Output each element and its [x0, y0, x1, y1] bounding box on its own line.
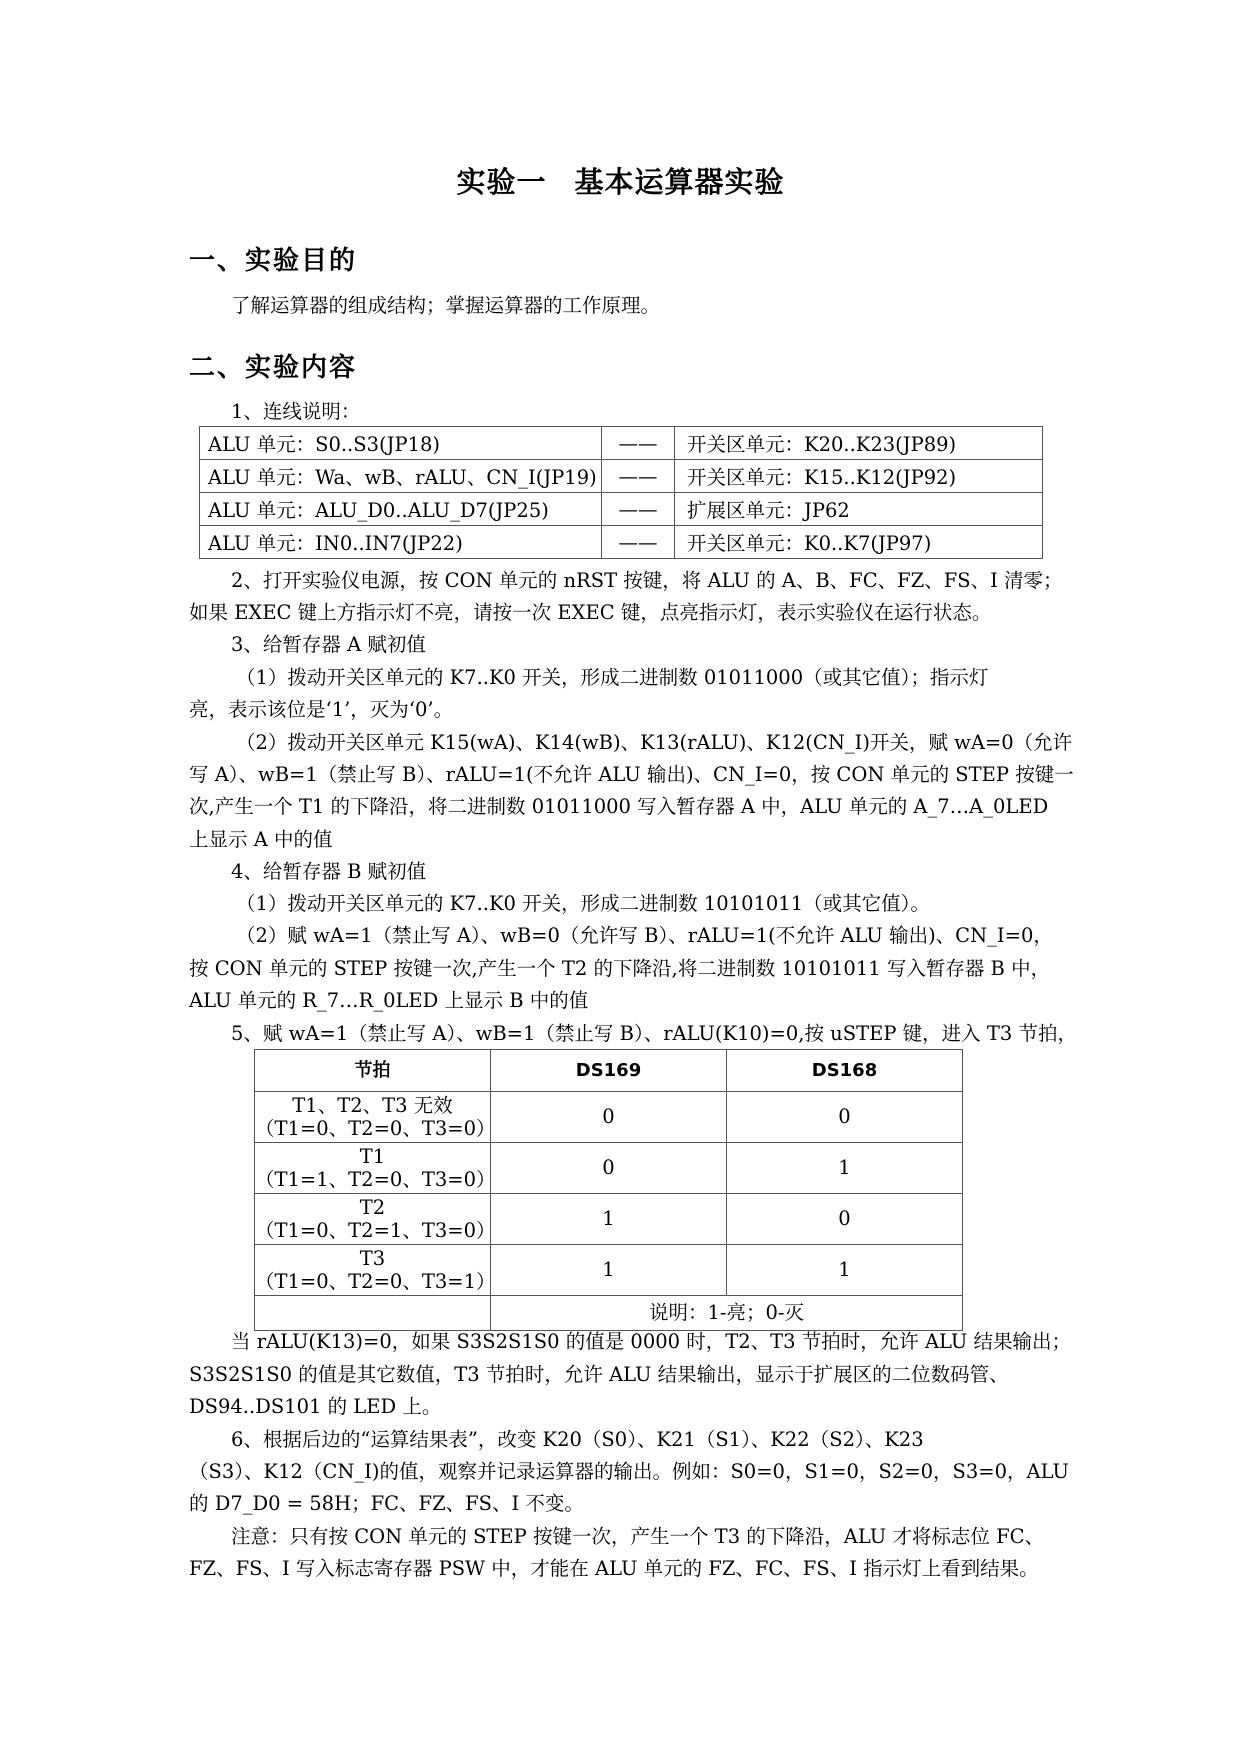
wiring-dash: —— — [602, 493, 675, 526]
table-row — [255, 1143, 963, 1194]
ds168-cell: 0 — [727, 1092, 963, 1143]
column-header: DS169 — [491, 1050, 727, 1092]
body-line: （1）拨动开关区单元的 K7..K0 开关，形成二进制数 01011000（或其它值）；指示灯 — [236, 666, 989, 689]
table-note: 说明：1-亮；0-灭 — [491, 1296, 963, 1331]
wiring-dash: —— — [602, 460, 675, 493]
ds168-cell: 1 — [727, 1245, 963, 1296]
ds169-cell: 1 — [491, 1245, 727, 1296]
table-row — [255, 1092, 963, 1143]
title-part-1: 实验一 — [456, 165, 547, 199]
wiring-intro: 1、连线说明： — [231, 400, 361, 423]
body-line: 6、根据后边的“运算结果表”，改变 K20（S0）、K21（S1）、K22（S2）、K23 — [231, 1428, 924, 1451]
beat-name: T1、T2、T3 无效 — [292, 1093, 453, 1117]
beat-cell — [255, 1194, 496, 1245]
body-line: 如果 EXEC 键上方指示灯不亮，请按一次 EXEC 键，点亮指示灯，表示实验仪在运行状态。 — [189, 601, 992, 624]
body-line: 5、赋 wA=1（禁止写 A）、wB=1（禁止写 B）、rALU(K10)=0,按 uSTEP 键，进入 T3 节拍， — [231, 1022, 1077, 1045]
body-line: 当 rALU(K13)=0，如果 S3S2S1S0 的值是 0000 时，T2、T3 节拍时，允许 ALU 结果输出； — [231, 1330, 1072, 1353]
ds169-cell: 0 — [491, 1143, 727, 1194]
wiring-source: ALU 单元：S0..S3(JP18) — [200, 427, 602, 460]
empty-cell — [255, 1296, 491, 1331]
section-heading-content: 二、实验内容 — [189, 353, 358, 383]
ds168-cell: 0 — [727, 1194, 963, 1245]
beat-name: T1 — [359, 1144, 386, 1168]
wiring-target: 扩展区单元：JP62 — [675, 493, 1043, 526]
wiring-table — [199, 426, 1043, 559]
beat-state: （T1=0、T2=1、T3=0） — [255, 1219, 496, 1242]
body-line: （S3）、K12（CN_I)的值，观察并记录运算器的输出。例如：S0=0，S1=0，S2=0，S3=0，ALU — [189, 1460, 1069, 1483]
body-line: 亮，表示该位是‘1’，灭为‘0’。 — [189, 698, 454, 721]
wiring-source: ALU 单元：Wa、wB、rALU、CN_I(JP19) — [200, 460, 602, 493]
ds168-cell: 1 — [727, 1143, 963, 1194]
body-line: S3S2S1S0 的值是其它数值，T3 节拍时，允许 ALU 结果输出，显示于扩展区的二位数码管、 — [189, 1363, 1009, 1386]
page-title — [0, 160, 1241, 201]
title-part-2: 基本运算器实验 — [574, 165, 785, 199]
wiring-target: 开关区单元：K0..K7(JP97) — [675, 526, 1043, 559]
beat-name: T2 — [359, 1195, 386, 1219]
wiring-source: ALU 单元：ALU_D0..ALU_D7(JP25) — [200, 493, 602, 526]
table-header-row — [255, 1050, 963, 1092]
body-line: 2、打开实验仪电源，按 CON 单元的 nRST 按键，将 ALU 的 A、B、FC、FZ、FS、I 清零； — [231, 569, 1063, 592]
section-heading-purpose: 一、实验目的 — [189, 246, 358, 276]
body-line: 3、给暂存器 A 赋初值 — [231, 633, 426, 656]
beat-state: （T1=0、T2=0、T3=0） — [255, 1117, 496, 1140]
beat-table — [254, 1049, 963, 1331]
body-line: （1）拨动开关区单元的 K7..K0 开关，形成二进制数 10101011（或其它值）。 — [236, 892, 930, 915]
beat-cell — [255, 1245, 496, 1296]
table-row — [200, 427, 1043, 460]
column-header: DS168 — [727, 1050, 963, 1092]
beat-cell — [255, 1092, 496, 1143]
beat-cell — [255, 1143, 496, 1194]
purpose-text: 了解运算器的组成结构；掌握运算器的工作原理。 — [231, 294, 661, 317]
table-row — [200, 493, 1043, 526]
table-row — [200, 526, 1043, 559]
body-line: ALU 单元的 R_7…R_0LED 上显示 B 中的值 — [189, 989, 589, 1012]
wiring-target: 开关区单元：K20..K23(JP89) — [675, 427, 1043, 460]
wiring-dash: —— — [602, 526, 675, 559]
table-row — [255, 1245, 963, 1296]
ds169-cell: 0 — [491, 1092, 727, 1143]
body-line: （2）拨动开关区单元 K15(wA)、K14(wB)、K13(rALU)、K12(CN_I)开关，赋 wA=0（允许 — [236, 731, 1073, 754]
beat-state: （T1=0、T2=0、T3=1） — [255, 1270, 496, 1293]
table-row — [200, 460, 1043, 493]
body-line: 的 D7_D0 = 58H；FC、FZ、FS、I 不变。 — [189, 1492, 584, 1515]
body-line: 按 CON 单元的 STEP 按键一次,产生一个 T2 的下降沿,将二进制数 10101011 写入暂存器 B 中， — [189, 957, 1051, 980]
column-header: 节拍 — [255, 1050, 491, 1092]
ds169-cell: 1 — [491, 1194, 727, 1245]
body-line: 写 A）、wB=1（禁止写 B）、rALU=1(不允许 ALU 输出)、CN_I=0，按 CON 单元的 STEP 按键一 — [189, 763, 1074, 786]
body-line: （2）赋 wA=1（禁止写 A）、wB=0（允许写 B）、rALU=1(不允许 ALU 输出)、CN_I=0， — [236, 924, 1053, 947]
wiring-source: ALU 单元：IN0..IN7(JP22) — [200, 526, 602, 559]
beat-name: T3 — [359, 1246, 386, 1270]
body-line: 上显示 A 中的值 — [189, 828, 333, 851]
body-line: 4、给暂存器 B 赋初值 — [231, 860, 427, 883]
wiring-target: 开关区单元：K15..K12(JP92) — [675, 460, 1043, 493]
wiring-dash: —— — [602, 427, 675, 460]
table-row — [255, 1194, 963, 1245]
beat-state: （T1=1、T2=0、T3=0） — [255, 1168, 496, 1191]
body-line: 注意：只有按 CON 单元的 STEP 按键一次，产生一个 T3 的下降沿，ALU 才将标志位 FC、 — [231, 1525, 1045, 1548]
body-line: FZ、FS、I 写入标志寄存器 PSW 中，才能在 ALU 单元的 FZ、FC、FS、I 指示灯上看到结果。 — [189, 1557, 1039, 1580]
body-line: 次,产生一个 T1 的下降沿，将二进制数 01011000 写入暂存器 A 中，ALU 单元的 A_7…A_0LED — [189, 795, 1049, 818]
body-line: DS94..DS101 的 LED 上。 — [189, 1395, 442, 1418]
table-note-row — [255, 1296, 963, 1331]
